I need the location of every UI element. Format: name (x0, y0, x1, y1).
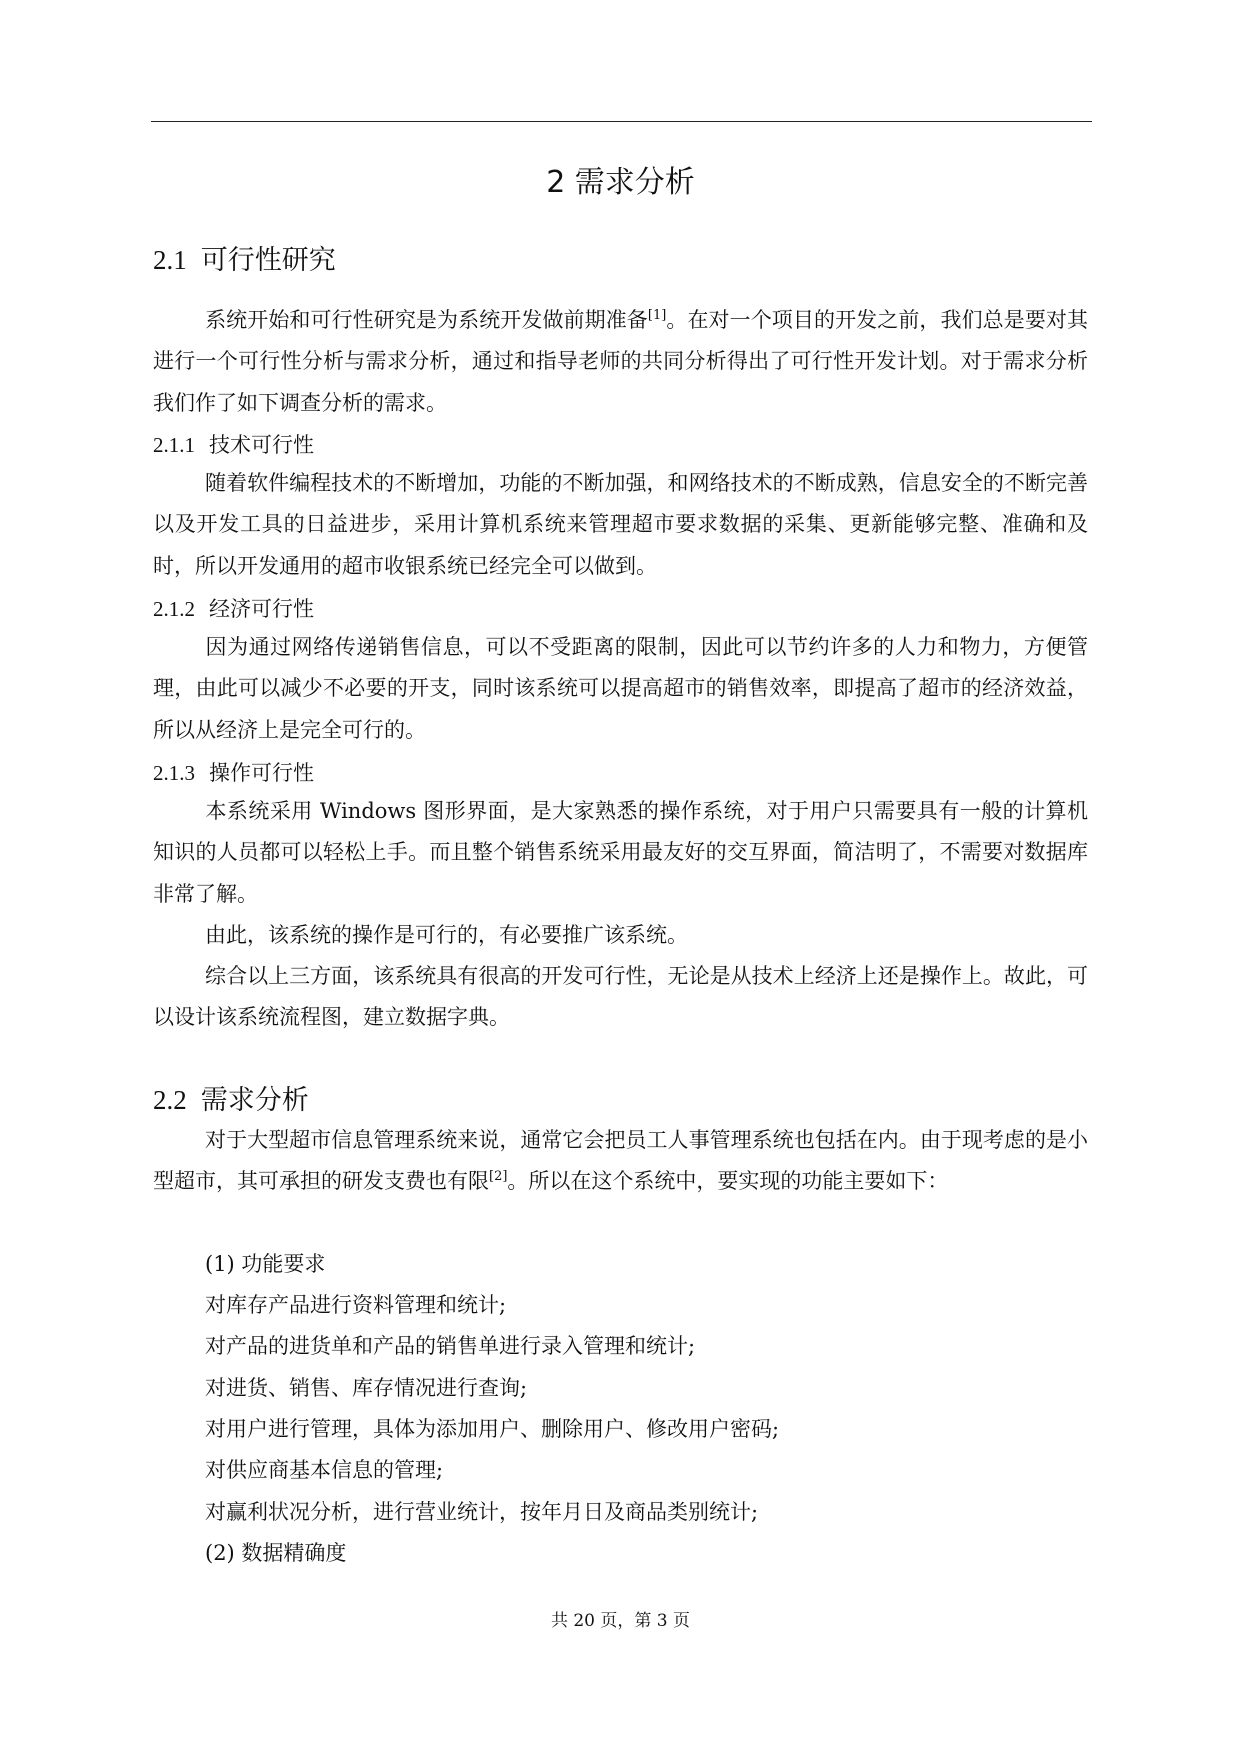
section-heading-2-1 (153, 240, 336, 281)
paragraph-text: 本系统采用 Windows 图形界面，是大家熟悉的操作系统，对于用户只需要具有一般的计算机知识的人员都可以轻松上手。而且整个销售系统采用最友好的交互界面，简洁明了，不需要对数据库非常了解。 (153, 799, 1088, 906)
section-title: 可行性研究 (200, 245, 336, 276)
list-heading: (1) 功能要求 (205, 1252, 326, 1276)
subsection-title: 操作可行性 (209, 761, 314, 785)
subsection-number: 2.1.1 (153, 433, 195, 457)
paragraph-text: 因为通过网络传递销售信息，可以不受距离的限制，因此可以节约许多的人力和物力，方便管理，由此可以减少不必要的开支，同时该系统可以提高超市的销售效率，即提高了超市的经济效益，所以从经济上是完全可行的。 (153, 635, 1088, 742)
list-heading: (2) 数据精确度 (205, 1541, 347, 1565)
header-rule (151, 121, 1092, 122)
citation-ref: [2] (489, 1169, 508, 1185)
subsection-number: 2.1.2 (153, 597, 195, 621)
paragraph-operational-conclusion (153, 915, 1088, 956)
paragraph-text: 随着软件编程技术的不断增加，功能的不断加强，和网络技术的不断成熟，信息安全的不断完善以及开发工具的日益进步，采用计算机系统来管理超市要求数据的采集、更新能够完整、准确和及时，所以开发通用的超市收银系统已经完全可以做到。 (153, 471, 1088, 578)
paragraph-text: 对于大型超市信息管理系统来说，通常它会把员工人事管理系统也包括在内。由于现考虑的是小型超市，其可承担的研发支费也有限 (153, 1128, 1088, 1194)
paragraph-text: 。所以在这个系统中，要实现的功能主要如下： (507, 1169, 949, 1194)
list-item: 对赢利状况分析，进行营业统计，按年月日及商品类别统计; (205, 1500, 759, 1524)
section-number: 2.1 (153, 245, 187, 275)
subsection-title: 经济可行性 (209, 597, 314, 621)
paragraph-text: 由此，该系统的操作是可行的，有必要推广该系统。 (205, 923, 688, 947)
paragraph-text: 。在对一个项目的开发之前，我们总是要对其进行一个可行性分析与需求分析，通过和指导老师的共同分析得出了可行性开发计划。对于需求分析我们作了如下调查分析的需求。 (153, 308, 1088, 415)
paragraph-operational (153, 791, 1088, 915)
paragraph-text: 综合以上三方面，该系统具有很高的开发可行性，无论是从技术上经济上还是操作上。故此，可以设计该系统流程图，建立数据字典。 (153, 964, 1088, 1030)
list-item: 对库存产品进行资料管理和统计; (205, 1293, 507, 1317)
paragraph-intro-2-2 (153, 1120, 1088, 1203)
subsection-number: 2.1.3 (153, 761, 195, 785)
subsection-heading-2-1-1 (153, 428, 314, 462)
section-title: 需求分析 (200, 1085, 309, 1116)
paragraph-summary (153, 956, 1088, 1039)
page-footer: 共 20 页，第 3 页 (550, 1611, 691, 1631)
section-number: 2.2 (153, 1085, 187, 1115)
list-item: 对进货、销售、库存情况进行查询; (205, 1376, 528, 1400)
subsection-title: 技术可行性 (209, 433, 314, 457)
paragraph-technical (153, 463, 1088, 587)
list-item: 对产品的进货单和产品的销售单进行录入管理和统计; (205, 1334, 696, 1358)
paragraph-economic (153, 627, 1088, 751)
chapter-title: 2 需求分析 (546, 165, 695, 200)
paragraph-intro-2-1 (153, 300, 1088, 424)
list-item: 对用户进行管理，具体为添加用户、删除用户、修改用户密码; (205, 1417, 780, 1441)
paragraph-text: 系统开始和可行性研究是为系统开发做前期准备 (205, 308, 648, 332)
subsection-heading-2-1-3 (153, 756, 314, 790)
subsection-heading-2-1-2 (153, 592, 314, 626)
list-item: 对供应商基本信息的管理; (205, 1458, 444, 1482)
citation-ref: [1] (647, 308, 667, 323)
section-heading-2-2 (153, 1080, 309, 1121)
